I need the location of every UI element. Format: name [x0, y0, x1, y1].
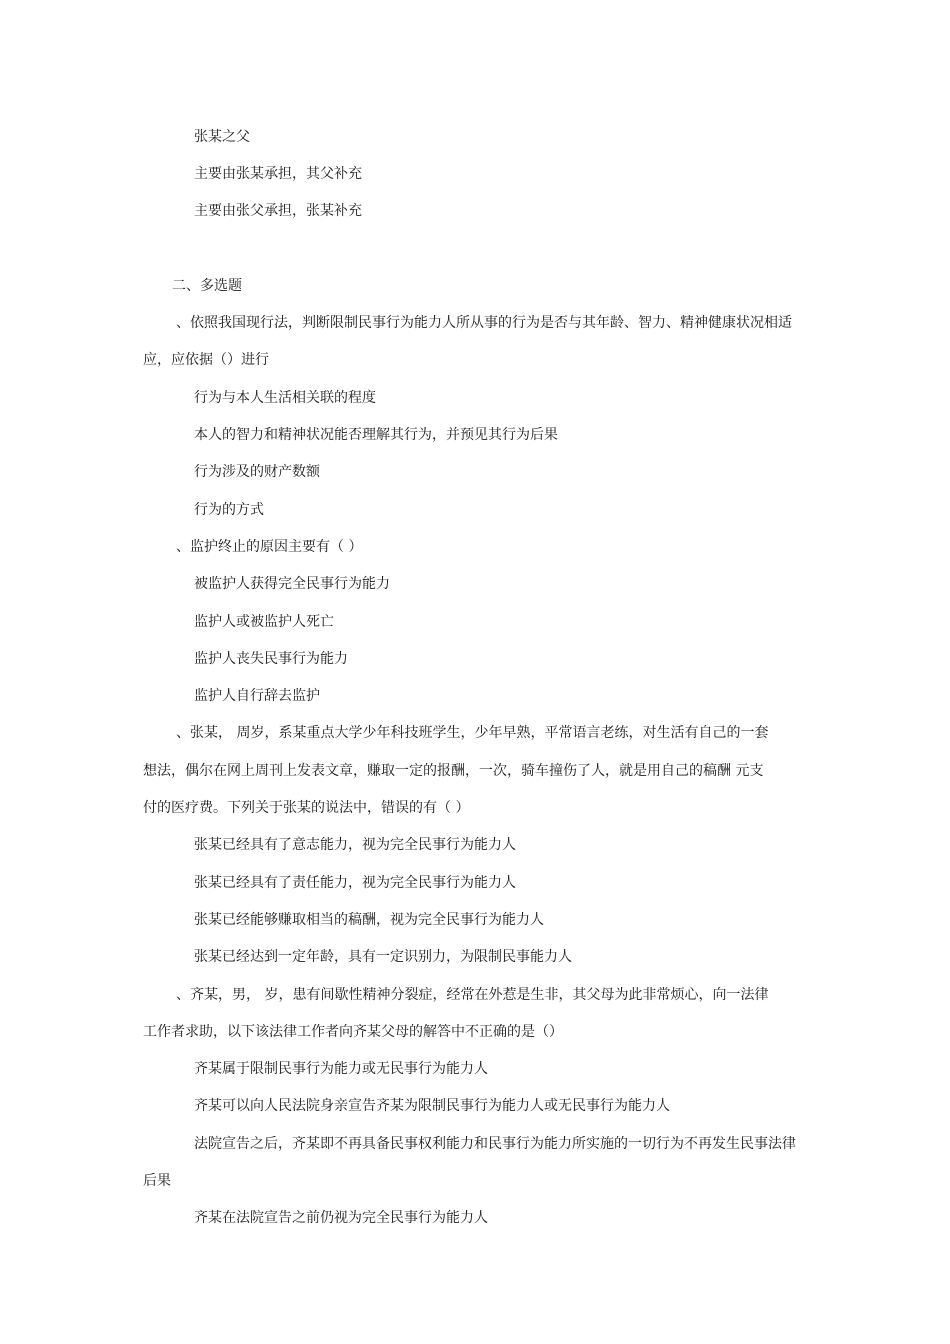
question-1-option: 行为的方式 [194, 502, 264, 518]
question-4-line-1: 、齐某，男， 岁，患有间歇性精神分裂症，经常在外惹是生非，其父母为此非常烦心，向一法律 [176, 987, 769, 1003]
question-1-line-2: 应，应依据（）进行 [143, 352, 269, 368]
question-4-line-2: 工作者求助，以下该法律工作者向齐某父母的解答中不正确的是（） [143, 1024, 563, 1040]
question-2-option: 监护人丧失民事行为能力 [194, 651, 348, 667]
question-1-option: 本人的智力和精神状况能否理解其行为，并预见其行为后果 [194, 427, 558, 443]
section-heading: 二、多选题 [172, 278, 242, 294]
option-line: 主要由张父承担，张某补充 [194, 203, 362, 219]
question-2-option: 监护人或被监护人死亡 [194, 614, 334, 630]
question-3-option: 张某已经具有了意志能力，视为完全民事行为能力人 [194, 837, 516, 853]
question-4-option: 法院宣告之后，齐某即不再具备民事权利能力和民事行为能力所实施的一切行为不再发生民事法律 [194, 1136, 796, 1152]
question-3-line-3: 付的医疗费。下列关于张某的说法中，错误的有（ ） [143, 800, 470, 816]
question-3-line-1: 、张某， 周岁，系某重点大学少年科技班学生，少年早熟，平常语言老练，对生活有自己的一套 [176, 725, 769, 741]
question-2-option: 监护人自行辞去监护 [194, 688, 320, 704]
question-4-option: 齐某可以向人民法院身亲宣告齐某为限制民事行为能力人或无民事行为能力人 [194, 1098, 670, 1114]
question-3-line-2: 想法，偶尔在网上周刊上发表文章，赚取一定的报酬，一次，骑车撞伤了人，就是用自己的稿酬 元支 [143, 763, 764, 779]
question-1-option: 行为涉及的财产数额 [194, 464, 320, 480]
question-4-option: 齐某在法院宣告之前仍视为完全民事行为能力人 [194, 1210, 488, 1226]
question-1-option: 行为与本人生活相关联的程度 [194, 390, 376, 406]
question-1-line-1: 、依照我国现行法，判断限制民事行为能力人所从事的行为是否与其年龄、智力、精神健康状况相适 [176, 315, 792, 331]
question-3-option: 张某已经能够赚取相当的稿酬，视为完全民事行为能力人 [194, 912, 544, 928]
question-3-option: 张某已经达到一定年龄，具有一定识别力，为限制民事能力人 [194, 949, 572, 965]
question-4-option-continuation: 后果 [143, 1173, 171, 1189]
question-2-option: 被监护人获得完全民事行为能力 [194, 576, 390, 592]
question-2-line-1: 、监护终止的原因主要有（ ） [176, 539, 363, 555]
question-3-option: 张某已经具有了责任能力，视为完全民事行为能力人 [194, 875, 516, 891]
option-line: 张某之父 [194, 129, 250, 145]
question-4-option: 齐某属于限制民事行为能力或无民事行为能力人 [194, 1061, 488, 1077]
option-line: 主要由张某承担，其父补充 [194, 166, 362, 182]
